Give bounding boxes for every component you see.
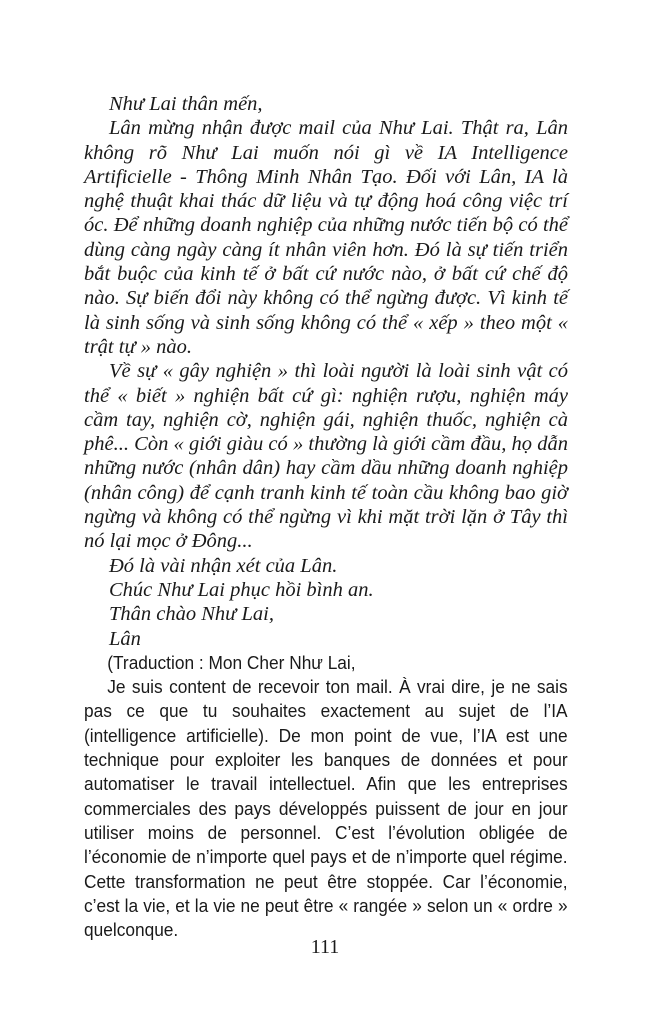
translation-heading: (Traduction : Mon Cher Như Lai, (107, 651, 356, 673)
letter-paragraph-3: Đó là vài nhận xét của Lân. (109, 554, 338, 577)
page-number: 111 (310, 936, 340, 958)
letter-salutation: Như Lai thân mến, (109, 93, 263, 115)
french-translation (84, 651, 568, 943)
letter-paragraph-2: Về sự « gây nghiện » thì loài người là loài sinh vật có thể « biết » nghiện bất cứ gì: nghiện rượu, nghiện máy cầm tay, nghiện cờ, nghiện gái, nghiện thuốc, nghiện cà phê... Còn « giới giàu có » thường là giới cầm đầu, họ dẫn những nước (nhân dân) hay cầm dầu những doanh nghiệp (nhân công) để cạnh tranh kinh tế toàn cầu không bao giờ ngừng và không có thể ngừng vì khi mặt trời lặn ở Tây thì nó lại mọc ở Đông... (84, 360, 568, 553)
letter-paragraph-1: Lân mừng nhận được mail của Như Lai. Thật ra, Lân không rõ Như Lai muốn nói gì về IA Intelligence Artificielle - Thông Minh Nhân Tạo. Đối với Lân, IA là nghệ thuật khai thác dữ liệu và tự động hoá công việc trí óc. Để những doanh nghiệp của những nước tiến bộ có thể dùng càng ngày càng ít nhân viên hơn. Đó là sự tiến triển bắt buộc của kinh tế ở bất cứ nước nào, ở bất cứ chế độ nào. Sự biến đổi này không có thể ngừng được. Vì kinh tế là sinh sống và sinh sống không có thể « xếp » theo một « trật tự » nào. (84, 117, 568, 358)
letter-paragraph-4: Chúc Như Lai phục hồi bình an. (109, 578, 374, 601)
translation-paragraph-1: Je suis content de recevoir ton mail. À vrai dire, je ne sais pas ce que tu souhaites exactement au sujet de l’IA (intelligence artificielle). De mon point de vue, l’IA est une technique pour exploiter les banques de données et pour automatiser le travail intellectuel. Afin que les entreprises commerciales des pays développés puissent de jour en jour utiliser moins de personnel. C’est l’évolution obligée de l’économie de n’importe quel pays et de n’importe quel régime. Cette transformation ne peut être stoppée. Car l’économie, c’est la vie, et la vie ne peut être « rangée » selon un « ordre » quelconque. (84, 676, 568, 941)
vietnamese-letter (84, 92, 568, 651)
letter-closing: Thân chào Như Lai, (109, 603, 274, 626)
letter-signature: Lân (109, 627, 141, 650)
page-text (84, 92, 568, 942)
